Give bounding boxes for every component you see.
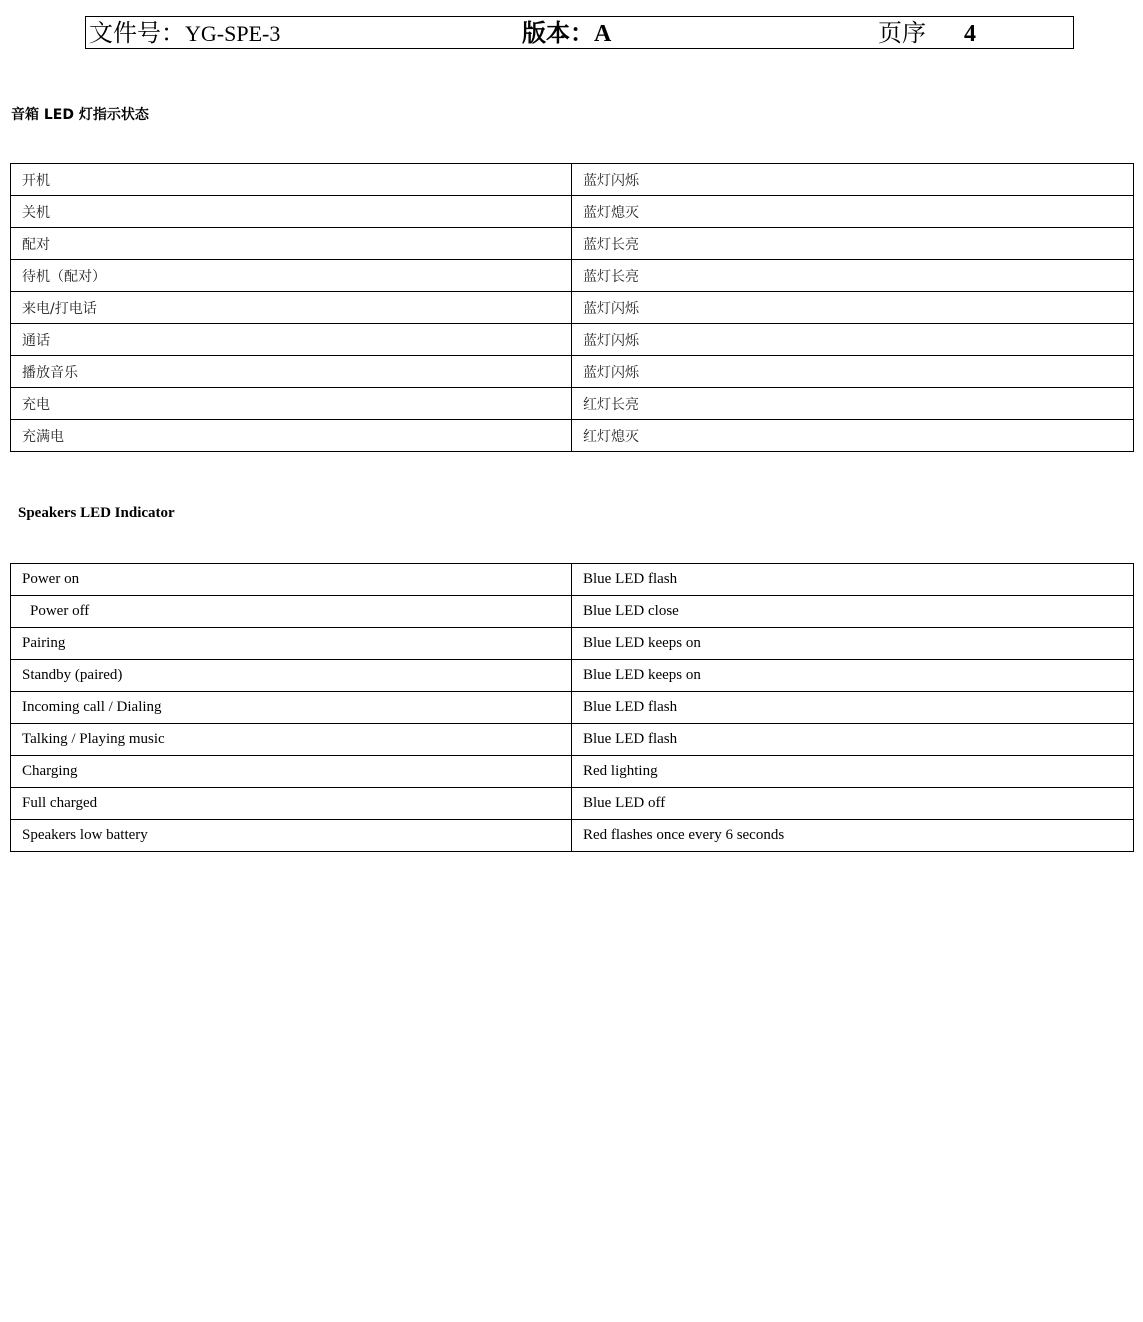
led-cell: 蓝灯熄灭 bbox=[572, 196, 1134, 228]
state-cell: Charging bbox=[11, 756, 572, 788]
state-cell: Full charged bbox=[11, 788, 572, 820]
state-cell: 播放音乐 bbox=[11, 356, 572, 388]
state-cell: 来电/打电话 bbox=[11, 292, 572, 324]
led-cell: Red flashes once every 6 seconds bbox=[572, 820, 1134, 852]
state-cell: 充电 bbox=[11, 388, 572, 420]
led-cell: Red lighting bbox=[572, 756, 1134, 788]
led-cell: Blue LED flash bbox=[572, 564, 1134, 596]
state-cell: 关机 bbox=[11, 196, 572, 228]
document-number-value: YG-SPE-3 bbox=[185, 21, 281, 46]
table-row bbox=[11, 292, 1134, 324]
page-number-label: 页序 bbox=[878, 19, 926, 47]
state-cell: Pairing bbox=[11, 628, 572, 660]
table-row bbox=[11, 164, 1134, 196]
state-cell: 通话 bbox=[11, 324, 572, 356]
led-cell: 红灯熄灭 bbox=[572, 420, 1134, 452]
table-row bbox=[11, 660, 1134, 692]
table-row bbox=[11, 724, 1134, 756]
table-row bbox=[11, 388, 1134, 420]
table-row bbox=[11, 628, 1134, 660]
cn-section-title: 音箱 LED 灯指示状态 bbox=[11, 107, 149, 123]
table-row bbox=[11, 420, 1134, 452]
page-number-value: 4 bbox=[964, 21, 976, 47]
led-cell: Blue LED off bbox=[572, 788, 1134, 820]
state-cell: 开机 bbox=[11, 164, 572, 196]
state-cell: Incoming call / Dialing bbox=[11, 692, 572, 724]
state-cell: Power on bbox=[11, 564, 572, 596]
table-row bbox=[11, 324, 1134, 356]
en-led-table bbox=[10, 563, 1134, 852]
version bbox=[522, 17, 611, 48]
table-row bbox=[11, 356, 1134, 388]
state-cell: 配对 bbox=[11, 228, 572, 260]
cn-led-table bbox=[10, 163, 1134, 452]
state-text: Power off bbox=[30, 603, 90, 619]
document-number bbox=[89, 17, 280, 48]
led-cell: 蓝灯闪烁 bbox=[572, 292, 1134, 324]
version-value: A bbox=[594, 21, 612, 47]
table-row bbox=[11, 196, 1134, 228]
led-cell: Blue LED close bbox=[572, 596, 1134, 628]
table-row bbox=[11, 228, 1134, 260]
led-cell: 蓝灯闪烁 bbox=[572, 164, 1134, 196]
document-number-label: 文件号： bbox=[89, 19, 185, 47]
led-cell: 蓝灯闪烁 bbox=[572, 324, 1134, 356]
table-row bbox=[11, 692, 1134, 724]
state-cell: Speakers low battery bbox=[11, 820, 572, 852]
version-label: 版本： bbox=[522, 19, 594, 47]
led-cell: Blue LED keeps on bbox=[572, 660, 1134, 692]
en-section-title: Speakers LED Indicator bbox=[18, 505, 175, 521]
table-row bbox=[11, 564, 1134, 596]
led-cell: 蓝灯长亮 bbox=[572, 228, 1134, 260]
table-row bbox=[11, 820, 1134, 852]
state-cell: Talking / Playing music bbox=[11, 724, 572, 756]
table-row bbox=[11, 756, 1134, 788]
page-number bbox=[878, 17, 976, 48]
state-cell: Standby (paired) bbox=[11, 660, 572, 692]
document-header bbox=[85, 16, 1074, 49]
led-cell: 蓝灯闪烁 bbox=[572, 356, 1134, 388]
led-cell: 红灯长亮 bbox=[572, 388, 1134, 420]
table-row bbox=[11, 260, 1134, 292]
state-cell: 待机（配对） bbox=[11, 260, 572, 292]
led-cell: Blue LED flash bbox=[572, 724, 1134, 756]
table-row bbox=[11, 596, 1134, 628]
table-row bbox=[11, 788, 1134, 820]
led-cell: Blue LED flash bbox=[572, 692, 1134, 724]
state-cell bbox=[11, 596, 572, 628]
led-cell: 蓝灯长亮 bbox=[572, 260, 1134, 292]
state-cell: 充满电 bbox=[11, 420, 572, 452]
led-cell: Blue LED keeps on bbox=[572, 628, 1134, 660]
